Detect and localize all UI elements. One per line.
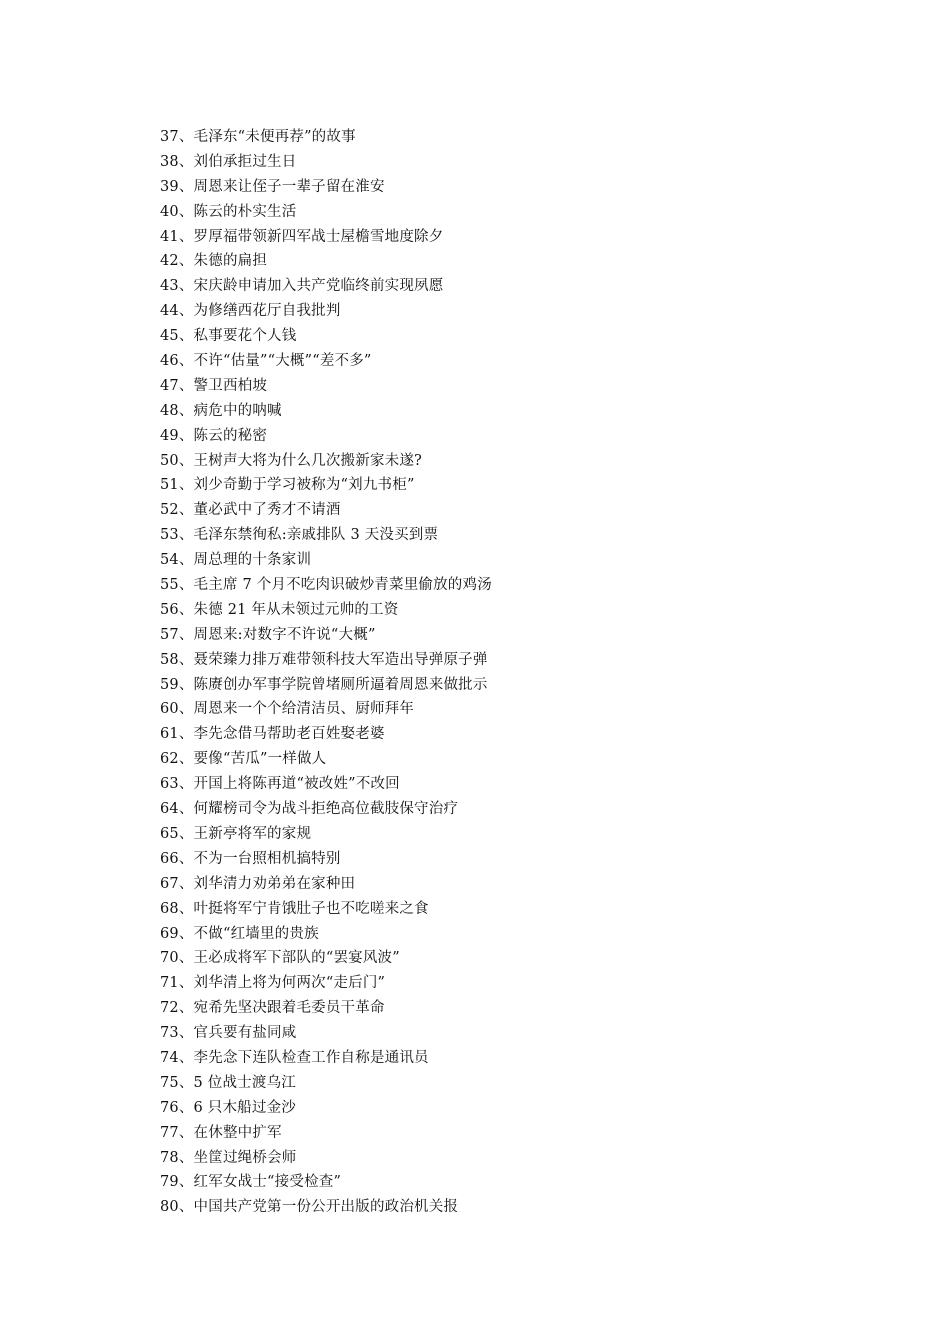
list-item: 80、中国共产党第一份公开出版的政治机关报 bbox=[160, 1199, 459, 1216]
list-item: 61、李先念借马帮助老百姓娶老婆 bbox=[160, 726, 385, 743]
list-item: 63、开国上将陈再道“被改姓”不改回 bbox=[160, 776, 400, 793]
list-item: 59、陈赓创办军事学院曾堵厕所逼着周恩来做批示 bbox=[160, 676, 488, 693]
list-item: 66、不为一台照相机搞特别 bbox=[160, 850, 341, 867]
list-item: 78、坐筐过绳桥会师 bbox=[160, 1149, 297, 1166]
list-item: 49、陈云的秘密 bbox=[160, 427, 268, 444]
list-item: 75、5 位战士渡乌江 bbox=[160, 1074, 296, 1091]
list-item: 38、刘伯承拒过生日 bbox=[160, 153, 297, 170]
list-item: 71、刘华清上将为何两次“走后门” bbox=[160, 975, 386, 992]
list-item: 54、周总理的十条家训 bbox=[160, 552, 312, 569]
list-item: 45、私事要花个人钱 bbox=[160, 328, 297, 345]
list-item: 50、王树声大将为什么几次搬新家未遂? bbox=[160, 452, 423, 469]
list-item: 69、不做“红墙里的贵族 bbox=[160, 925, 319, 942]
list-item: 76、6 只木船过金沙 bbox=[160, 1099, 296, 1116]
list-item: 37、毛泽东“未便再荐”的故事 bbox=[160, 129, 356, 145]
list-item: 67、刘华清力劝弟弟在家种田 bbox=[160, 875, 356, 892]
list-item: 60、周恩来一个个给清洁员、厨师拜年 bbox=[160, 701, 415, 718]
list-item: 62、要像“苦瓜”一样做人 bbox=[160, 751, 327, 768]
list-item: 48、病危中的呐喊 bbox=[160, 402, 282, 419]
list-item: 58、聂荣臻力排万难带领科技大军造出导弹原子弹 bbox=[160, 651, 488, 668]
list-item: 65、王新亭将军的家规 bbox=[160, 825, 312, 842]
list-item: 42、朱德的扁担 bbox=[160, 253, 268, 270]
list-item: 56、朱德 21 年从未领过元帅的工资 bbox=[160, 601, 399, 618]
list-item: 46、不许“估量”“大概”“差不多” bbox=[160, 353, 372, 370]
list-item: 77、在休整中扩军 bbox=[160, 1124, 282, 1141]
list-item: 53、毛泽东禁徇私:亲戚排队 3 天没买到票 bbox=[160, 527, 439, 544]
list-item: 57、周恩来:对数字不许说“大概” bbox=[160, 626, 376, 643]
list-item: 47、警卫西柏坡 bbox=[160, 377, 268, 394]
list-item: 68、叶挺将军宁肯饿肚子也不吃嗟来之食 bbox=[160, 900, 429, 917]
list-item: 44、为修缮西花厅自我批判 bbox=[160, 303, 341, 320]
list-item: 40、陈云的朴实生活 bbox=[160, 203, 297, 220]
list-item: 73、官兵要有盐同咸 bbox=[160, 1025, 297, 1042]
story-list bbox=[160, 125, 492, 1220]
list-item: 55、毛主席 7 个月不吃肉识破炒青菜里偷放的鸡汤 bbox=[160, 577, 492, 594]
list-item: 43、宋庆龄申请加入共产党临终前实现夙愿 bbox=[160, 278, 444, 295]
list-item: 64、何耀榜司令为战斗拒绝高位截肢保守治疗 bbox=[160, 801, 459, 818]
list-item: 74、李先念下连队检查工作自称是通讯员 bbox=[160, 1049, 429, 1066]
list-item: 79、红军女战士“接受检查” bbox=[160, 1174, 342, 1191]
list-item: 72、宛希先坚决跟着毛委员干革命 bbox=[160, 1000, 385, 1017]
list-item: 52、董必武中了秀才不请酒 bbox=[160, 502, 341, 519]
list-item: 39、周恩来让侄子一辈子留在淮安 bbox=[160, 178, 385, 195]
list-item: 41、罗厚福带领新四军战士屋檐雪地度除夕 bbox=[160, 228, 444, 245]
list-item: 51、刘少奇勤于学习被称为“刘九书柜” bbox=[160, 477, 415, 494]
list-item: 70、王必成将军下部队的“罢宴风波” bbox=[160, 950, 400, 967]
